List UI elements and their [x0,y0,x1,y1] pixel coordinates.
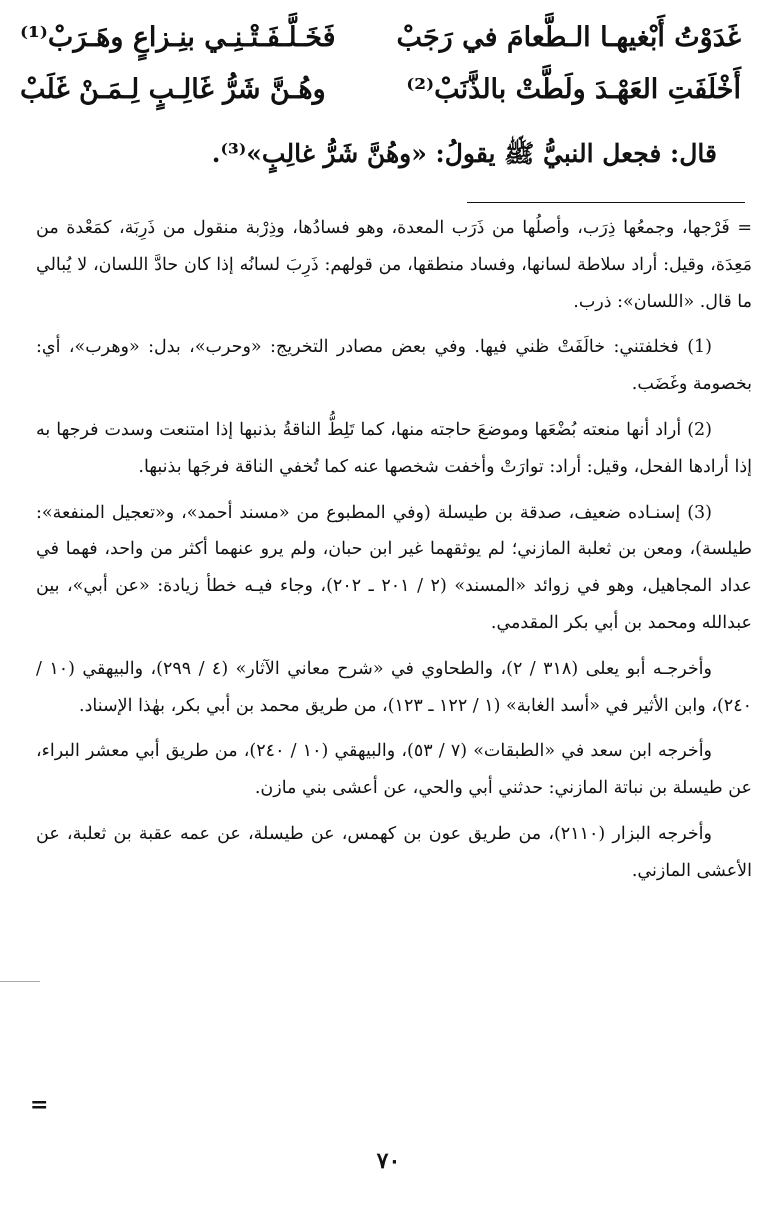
continuation-mark: = [30,1092,49,1118]
verse-2-first-hemistich: أَخْلَفَتِ العَهْـدَ ولَطَّتْ بالذَّنَبْ⁽²⁾ [406,74,741,105]
verse-2-second-hemistich: وهُـنَّ شَرُّ غَالِـبٍ لِـمَـنْ غَلَبْ [20,74,326,105]
footnote-3-takhrij-1: وأخرجـه أبو يعلى (٣١٨ / ٢)، والطحاوي في «شرح معاني الآثار» (٤ / ٢٩٩)، والبيهقي (١٠ / ٢٤٠)، وابن الأثير في «أسد الغابة» (١ / ١٢٢ ـ ١٢٣)، من طريق محمد بن أبي بكر، بهٰذا الإسناد. [36,658,752,716]
footnote-3: (3) إسنـاده ضعيف، صدقة بن طيسلة (وفي المطبوع من «مسند أحمد»، و«تعجيل المنفعة»: طيلسة)، ومعن بن ثعلبة المازني؛ لم يوثقهما غير ابن حبان، ولم يرو عنهما أكثر من واحد، فهما في عداد المجاهيل، وهو في زوائد «المسند» (٢ / ٢٠١ ـ ٢٠٢)، وجاء فيـه خطأ زيادة: «عن أبي»، بين عبدالله ومحمد بن أبي بكر المقدمي. [36,502,752,633]
prophet-quote-line: قال: فجعل النبيُّ ﷺ يقولُ: «وهُنَّ شَرُّ غالِبٍ»⁽³⁾. [211,139,717,168]
footnote-3-takhrij-3: وأخرجه البزار (٢١١٠)، من طريق عون بن كهمس، عن طيسلة، عن عمه عقبة بن ثعلبة، عن الأعشى المازني. [36,823,752,881]
footnote-continuation: = فَرْجها، وجمعُها ذِرَب، وأصلُها من ذَرَب المعدة، وهو فسادُها، وذِرْبة منقول من ذَرِبَة، كمَعْدة من مَعِدَة، وقيل: أراد سلاطة لسانها، وفساد منطقها، من قولهم: ذَرِبَ لسانُه إذا كان حادَّ اللسان، لا يُبالي ما قال. «اللسان»: ذرب. [36,218,752,312]
footnote-separator [467,202,745,203]
verse-1-second-hemistich: فَخَـلَّـفَـتْـنِـي بنِـزاعٍ وهَـرَبْ⁽¹⁾ [20,22,336,53]
footnote-1: (1) فخلفتني: خالَفَتْ ظني فيها. وفي بعض مصادر التخريج: «وحرب»، بدل: «وهرب»، أي: بخصومة وغَضَب. [36,337,752,395]
verse-1-first-hemistich: غَدَوْتُ أَبْغيهـا الـطَّعامَ في رَجَبْ [396,22,741,53]
footnote-3-takhrij-2: وأخرجه ابن سعد في «الطبقات» (٧ / ٥٣)، والبيهقي (١٠ / ٢٤٠)، من طريق أبي معشر البراء، عن طيسلة بن نباتة المازني: حدثني أبي والحي، عن أعشى بني مازن. [36,741,752,799]
footnote-2: (2) أراد أنها منعته بُضْعَها وموضعَ حاجته منها، كما تَلِطُّ الناقةُ بذنبها إذا امتنعت وسدت فرجها به إذا أرادها الفحل، وقيل: أراد: توارَتْ وأخفت شخصها عنه كما تُخفي الناقة فرجَها بذنبها. [36,419,752,477]
page-number: ٧٠ [376,1148,401,1174]
scan-artifact-line [0,981,40,982]
footnotes [36,210,752,899]
